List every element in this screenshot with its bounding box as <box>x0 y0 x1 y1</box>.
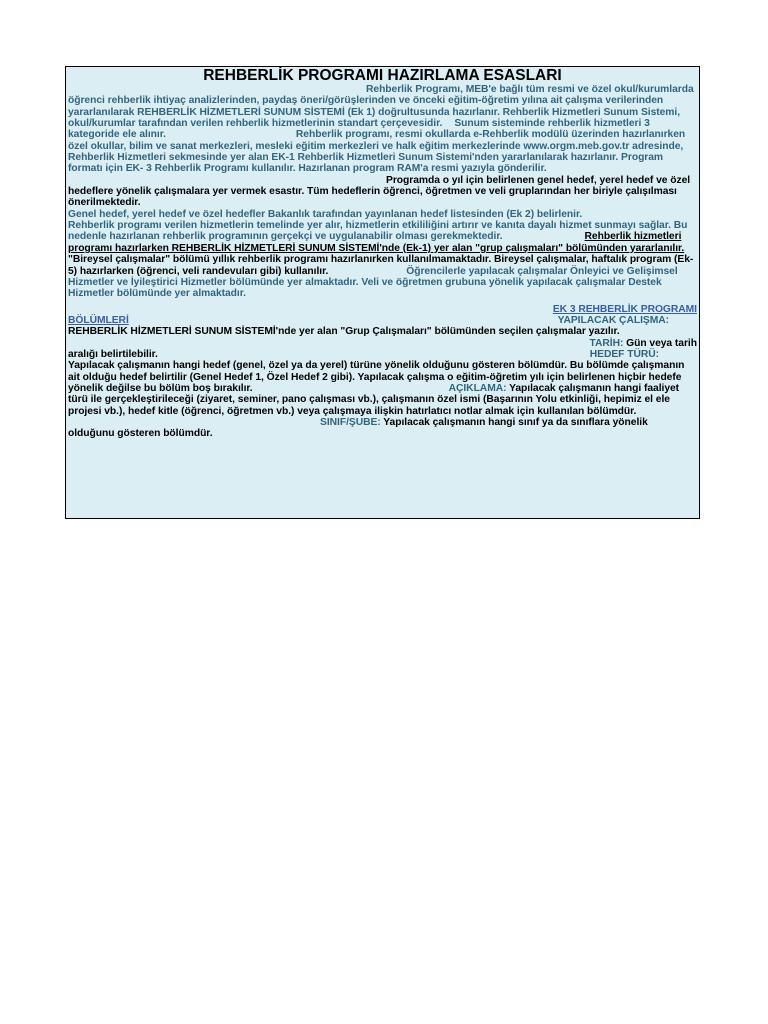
goals-paragraph: Programda o yıl için belirlenen genel hedef, yerel hedef ve özel hedeflere yönelik çalışmalara yer vermek esastır. Tüm hedeflerin öğrenci, öğretmen ve veli gruplarından her biriyle çalışılması önerilmektedir. <box>68 174 691 209</box>
field-label-sinif-sube: SINIF/ŞUBE: <box>320 416 381 428</box>
document-body <box>68 84 697 440</box>
field-text-sinif-sube: Yapılacak <box>383 416 430 428</box>
sunum-paragraph: Sunum sisteminde rehberlik hizmetleri 3 kategoride ele alınır. <box>68 118 650 141</box>
field-text-tarih: Gün veya tarih <box>626 337 697 349</box>
bireysel-calismalar-note: "Bireysel çalışmalar" bölümü yıllık rehberlik programı hazırlanırken kullanılmamaktadır. Bireysel çalışmalar, haftalık program (Ek-5) hazırlarken (öğrenci, veli randevuları gibi) kullanılır. <box>68 254 694 277</box>
field-label-tarih: TARİH: <box>589 337 624 349</box>
field-text-tarih-cont: aralığı belirtilebilir. <box>68 348 158 360</box>
intro-paragraph: Rehberlik Programı, MEB'e bağlı tüm resmi ve özel okul/kurumlarda öğrenci rehberlik ihtiyaç analizlerinden, paydaş öneri/görüşlerinden ve önceki eğitim-öğretim yılına ait çalışma verilerinden yararlanılarak REHBERLİK HİZMETLERİ SUNUM SİSTEMİ (Ek 1) doğrultusunda hazırlanır. Rehberlik Hizmetleri Sunum Sistemi, okul/kurumlar tarafından verilen rehberlik hizmetlerinin standart çerçevesidir. <box>68 84 694 130</box>
field-label-yapilacak-calisma: YAPILACAK ÇALIŞMA: <box>557 314 669 326</box>
student-services-paragraph: Öğrencilerle yapılacak çalışmalar Önleyici ve Gelişimsel Hizmetler ve İyileştirici Hizmetler bölümünde yer almaktadır. Veli ve öğretmen grubuna yönelik yapılacak çalışmalar Destek Hizmetler bölümünde yer almaktadır. <box>68 265 678 300</box>
hedef-list-paragraph: Genel hedef, yerel hedef ve özel hedefler Bakanlık tarafından yayınlanan hedef listesinden (Ek 2) belirlenir. <box>68 208 583 220</box>
evidence-paragraph: Rehberlik programı verilen hizmetlerin temelinde yer alır, hizmetlerin etkililiğini artırır ve kanıta dayalı hizmet sunmayı sağlar. Bu nedenle hazırlanan rehberlik programının gerçekçi ve uygulanabilir olması gerekmektedir. <box>68 220 688 243</box>
grup-calismalari-note: Rehberlik hizmetleri programı hazırlarken REHBERLİK HİZMETLERİ SUNUM SİSTEMİ'nde (Ek-1) yer alan "grup çalışmaları" bölümünden yararlanılır. <box>68 231 685 254</box>
field-label-aciklama: AÇIKLAMA: <box>448 382 507 394</box>
field-label-hedef-turu: HEDEF TÜRÜ: <box>589 348 659 360</box>
e-rehberlik-paragraph: Rehberlik programı, resmi okullarda e-Rehberlik modülü üzerinden hazırlanırken özel okullar, bilim ve sanat merkezleri, mesleki eğitim merkezleri ve halk eğitim merkezlerinde www.orgm.meb.gov.tr adresinde, Rehberlik Hizmetleri sekmesinde yer alan EK-1 Rehberlik Hizmetleri Sunum Sistemi'nden yararlanılarak hazırlanır. Program formatı için EK- 3 Rehberlik Programı kullanılır. Hazırlanan program RAM'a resmi yazıyla gönderilir. <box>68 129 686 175</box>
field-text-yapilacak-calisma: REHBERLİK HİZMETLERİ SUNUM SİSTEMİ'nde yer alan "Grup Çalışmaları" bölümünden seçilen çalışmalar yazılır. <box>68 326 620 338</box>
field-text-aciklama-cont: çalışmanın hangi faaliyet türü ile gerçekleştirileceği (ziyaret, seminer, pano çalışması vb.), çalışmanın özel ismi (Başarının Yolu etkinliği, hepimiz el ele projesi vb.), hedef kitle (öğrenci, öğretmen vb.) veya çalışmaya ilişkin hatırlatıcı notlar almak için kullanılan bölümdür. <box>68 382 680 417</box>
field-text-hedef-turu: Yapılacak çalışmanın hangi hedef (genel, özel ya da yerel) türüne yönelik olduğunu gösteren bölümdür. Bu bölümde çalışmanın ait olduğu hedef belirtilir (Genel Hedef 1, Özel Hedef 2 gibi). Yapılacak çalışma o eğitim-öğretim yılı için belirlenen hiçbir hedefe yönelik değilse bu bölüm boş bırakılır. <box>68 360 685 394</box>
document-title: REHBERLİK PROGRAMI HAZIRLAMA ESASLARI <box>203 67 562 84</box>
ek3-section-heading: EK 3 REHBERLİK PROGRAMI <box>552 303 697 315</box>
ek3-section-heading-cont: BÖLÜMLERİ <box>68 314 129 326</box>
field-text-aciklama: Yapılacak <box>509 382 556 394</box>
document-box <box>65 66 700 519</box>
field-text-sinif-sube-cont: çalışmanın hangi sınıf ya da sınıflara yönelik olduğunu gösteren bölümdür. <box>68 416 648 440</box>
